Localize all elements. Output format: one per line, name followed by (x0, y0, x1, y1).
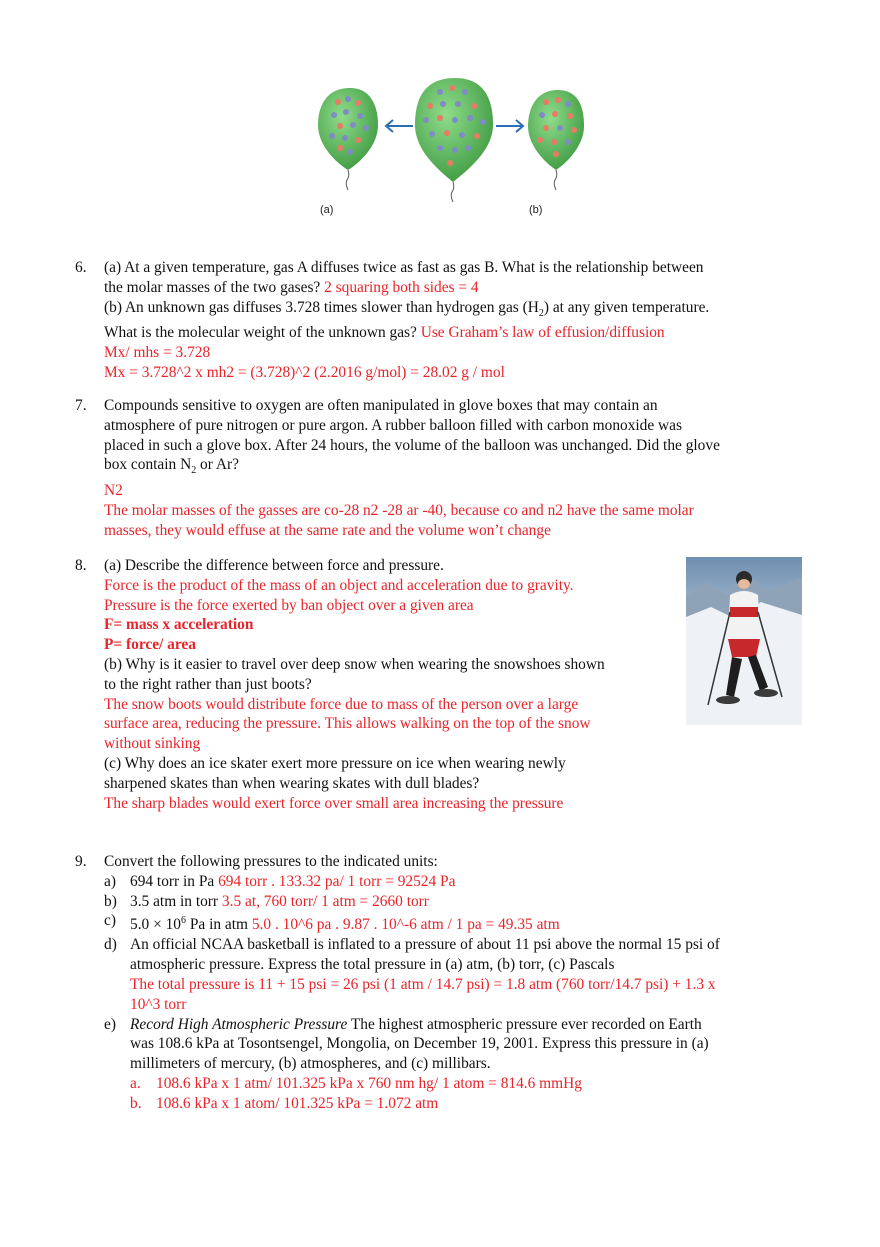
answer-text: The snow boots would distribute force due to mass of the person over a large (104, 695, 579, 713)
answer-text: Use Graham’s law of effusion/diffusion (420, 324, 665, 342)
answer-text: 694 torr . 133.32 pa/ 1 torr = 92524 Pa (218, 872, 456, 890)
balloon-diffusion-figure (300, 70, 590, 230)
answer-text: 2 squaring both sides = 4 (324, 278, 479, 296)
q9-item-c: c) $5.0 \times 10^6$ Pa in atm 5.0 . 10^6 pa . 9.87 . 10^-6 atm / 1 pa = 49.35 atm (104, 912, 560, 934)
q9-item-b: b) 3.5 atm in torr 3.5 at, 760 torr/ 1 atm = 2660 torr (104, 892, 429, 910)
answer-text: without sinking (104, 735, 201, 753)
snowshoe-photo (686, 557, 802, 725)
answer-text: Force is the product of the mass of an object and acceleration due to gravity. (104, 576, 574, 594)
figure-label-b: (b) (529, 204, 543, 216)
answer-text: The sharp blades would exert force over small area increasing the pressure (104, 794, 564, 812)
arrow-left-icon (386, 120, 413, 132)
formula-pressure: P= force/ area (104, 636, 196, 654)
answer-text: Pressure is the force exerted by ban object over a given area (104, 596, 474, 614)
answer-text: Mx = 3.728^2 x mh2 = (3.728)^2 (2.2016 g/mol) = 28.02 g / mol (104, 364, 505, 382)
answer-text: masses, they would effuse at the same rate and the volume won’t change (104, 521, 551, 539)
answer-text: The molar masses of the gasses are co-28 n2 -28 ar -40, because co and n2 have the same molar (104, 502, 694, 520)
q9-e-answer-a: a. 108.6 kPa x 1 atm/ 101.325 kPa x 760 nm hg/ 1 atom = 814.6 mmHg (130, 1074, 582, 1092)
question-number: 6. (75, 259, 87, 276)
q6-part-b: (b) An unknown gas diffuses 3.728 times slower than hydrogen gas $(H_2)$ at any given temperature. (104, 298, 710, 319)
q9-item-e: e) Record High Atmospheric Pressure The highest atmospheric pressure ever recorded on Earth was 108.6 kPa at Tosontsengel, Mongolia, on December 19, 2001. Express this pressure in (a) millimeters of mercury, (b) atmospheres, and (c) millibars. a. 108.6 kPa x 1 atm/ 101.325 kPa x 760 nm hg/ 1 atom = 814.6 mmHg b. 108.6 kPa x 1 atom/ 101.325 kPa = 1.072 atm (104, 1015, 709, 1112)
answer-text: N2 (104, 482, 123, 500)
balloon-illustration (300, 70, 590, 230)
question-number: 7. (75, 397, 87, 414)
answer-text: surface area, reducing the pressure. This allows walking on the top of the snow (104, 715, 591, 733)
small-balloon-b (528, 90, 584, 190)
question-number: 8. (75, 557, 87, 574)
answer-text: Mx/ mhs = 3.728 (104, 344, 211, 362)
q9-e-answer-b: b. 108.6 kPa x 1 atom/ 101.325 kPa = 1.072 atm (130, 1094, 439, 1112)
q9-item-d: d) An official NCAA basketball is inflated to a pressure of about 11 psi above the normal 15 psi of atmospheric pressure. Express the total pressure in (a) atm, (b) torr, (c) Pascals The total pressure is 11 + 15 psi = 26 psi (1 atm / 14.7 psi) = 1.8 atm (760 torr/14.7 psi) + 1.3 x 10^3 torr (104, 936, 720, 1013)
question-number: 9. (75, 853, 87, 870)
answer-text: The total pressure is 11 + 15 psi = 26 psi (1 atm / 14.7 psi) = 1.8 atm (760 torr/14.7 psi) + 1.3 x (130, 975, 716, 993)
figure-label-a: (a) (320, 204, 334, 216)
snowshoe-image (686, 557, 802, 725)
answer-text: 3.5 at, 760 torr/ 1 atm = 2660 torr (221, 892, 429, 910)
small-balloon-a (318, 88, 378, 190)
answer-text: 5.0 . 10^6 pa . 9.87 . 10^-6 atm / 1 pa = 49.35 atm (251, 916, 560, 934)
large-balloon (415, 78, 493, 202)
q9-item-a: a) 694 torr in Pa 694 torr . 133.32 pa/ 1 torr = 92524 Pa (104, 872, 456, 890)
formula-force: F= mass x acceleration (104, 616, 254, 634)
arrow-right-icon (496, 120, 523, 132)
q6-part-a: (a) At a given temperature, gas A diffuses twice as fast as gas B. What is the relationship between (104, 259, 704, 276)
answer-text: 10^3 torr (130, 995, 187, 1013)
